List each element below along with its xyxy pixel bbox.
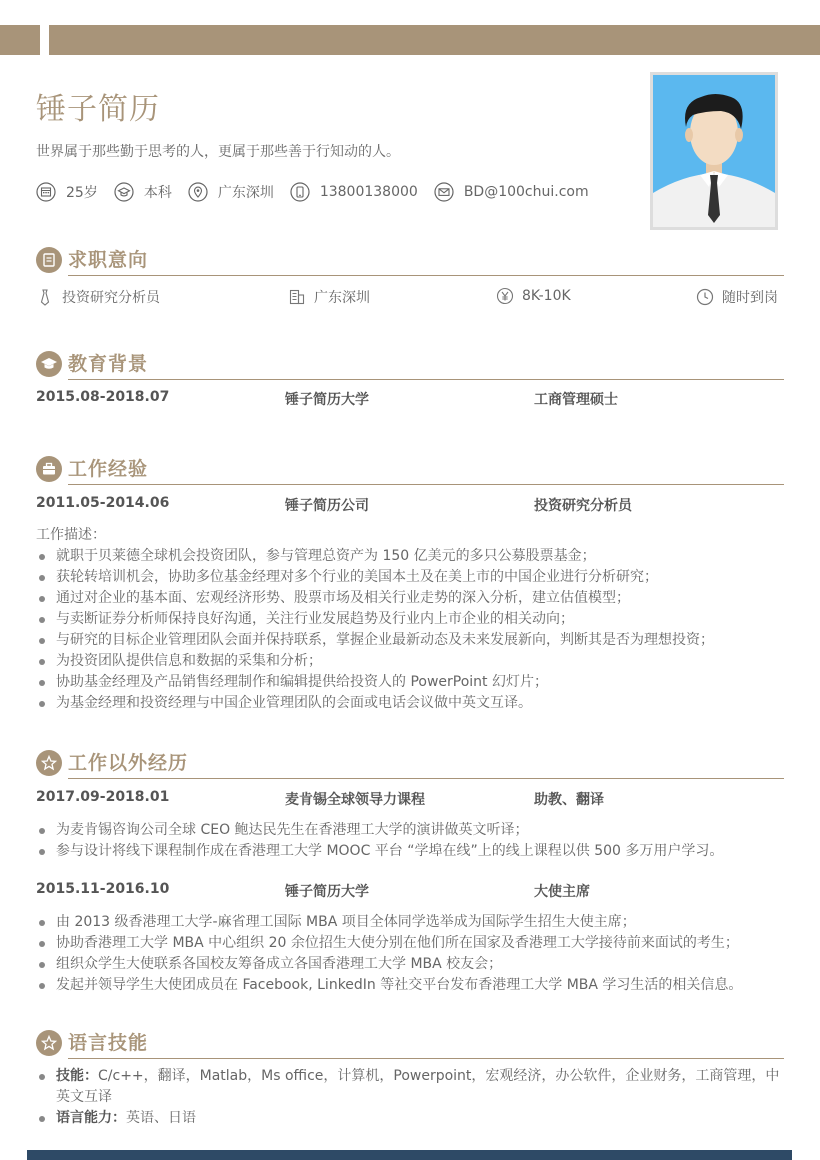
calendar-icon: [36, 182, 56, 202]
list-item: 获轮转培训机会，协助多位基金经理对多个行业的美国本土及在美上市的中国企业进行分析研究；: [36, 567, 784, 588]
skill-text: C/c++，翻译，Matlab，Ms office，计算机，Powerpoint，宏观经济，办公软件，企业财务，工商管理，中英文互译: [56, 1068, 780, 1105]
extra-bullet-list: [36, 912, 784, 996]
location-pin-icon: [188, 182, 208, 202]
section-work-experience: [36, 454, 784, 714]
section-header: [36, 454, 784, 486]
section-header: [36, 349, 784, 381]
intent-position-text: 投资研究分析员: [62, 290, 160, 306]
language-label: 语言能力：: [56, 1110, 126, 1126]
list-item: 与卖断证券分析师保持良好沟通，关注行业发展趋势及行业内上市企业的相关动向；: [36, 609, 784, 630]
list-item: 通过对企业的基本面、宏观经济形势、股票市场及相关行业走势的深入分析，建立估值模型；: [36, 588, 784, 609]
entry-role: 工商管理硕士: [534, 392, 618, 408]
list-item: 协助香港理工大学 MBA 中心组织 20 余位招生大使分别在他们所在国家及香港理工大学接待前来面试的考生；: [36, 933, 784, 954]
list-item: 发起并领导学生大使团成员在 Facebook, LinkedIn 等社交平台发布香港理工大学 MBA 学习生活的相关信息。: [36, 975, 784, 996]
phone-icon: [290, 182, 310, 202]
section-extra-experience: [36, 748, 784, 996]
building-icon: [288, 288, 306, 306]
resume-name: 锤子简历: [36, 92, 160, 127]
list-item: 为投资团队提供信息和数据的采集和分析；: [36, 651, 784, 672]
section-title: 求职意向: [68, 249, 149, 271]
personal-info-row: [36, 181, 605, 203]
entry-date: 2011.05-2014.06: [36, 495, 170, 511]
intent-badge-icon: [36, 247, 62, 273]
info-location-text: 广东深圳: [217, 185, 274, 201]
info-degree-text: 本科: [143, 185, 172, 201]
section-divider: [68, 484, 784, 485]
extra-entry: [36, 881, 784, 903]
footer-bar: [27, 1150, 792, 1160]
info-email: [434, 182, 589, 202]
info-phone: [290, 182, 418, 202]
work-entry: [36, 495, 784, 517]
profile-photo: [650, 72, 778, 230]
entry-organization: 锤子简历公司: [285, 498, 369, 514]
list-item: 参与设计将线下课程制作成在香港理工大学 MOOC 平台 “学埠在线”上的线上课程以供 500 多万用户学习。: [36, 841, 784, 862]
clock-icon: [696, 288, 714, 306]
header-bar-left: [0, 25, 40, 55]
mail-icon: [434, 182, 454, 202]
intent-city-text: 广东深圳: [314, 290, 370, 306]
entry-date: 2015.11-2016.10: [36, 881, 170, 897]
info-age: [36, 182, 98, 202]
resume-motto: 世界属于那些勤于思考的人，更属于那些善于行知动的人。: [36, 144, 400, 160]
language-item: [36, 1108, 784, 1129]
entry-date: 2017.09-2018.01: [36, 789, 170, 805]
section-title: 工作以外经历: [68, 752, 189, 774]
intent-city: [288, 287, 370, 307]
info-age-text: 25岁: [66, 185, 98, 201]
section-title: 教育背景: [68, 353, 149, 375]
tie-icon: [36, 288, 54, 306]
section-divider: [68, 275, 784, 276]
yen-icon: [496, 287, 514, 305]
intent-salary-text: 8K-10K: [522, 288, 571, 304]
info-location: [188, 182, 274, 202]
list-item: 为基金经理和投资经理与中国企业管理团队的会面或电话会议做中英文互译。: [36, 693, 784, 714]
section-header: [36, 748, 784, 780]
intent-salary: [496, 287, 571, 305]
info-email-text: BD@100chui.com: [463, 184, 589, 200]
header-bar-right: [49, 25, 820, 55]
section-divider: [68, 778, 784, 779]
graduation-cap-icon: [36, 351, 62, 377]
section-title: 工作经验: [68, 458, 149, 480]
education-entry: [36, 389, 784, 411]
entry-organization: 锤子简历大学: [285, 392, 369, 408]
work-description-label: 工作描述：: [36, 527, 106, 543]
list-item: 就职于贝莱德全球机会投资团队，参与管理总资产为 150 亿美元的多只公募股票基金；: [36, 546, 784, 567]
section-header: [36, 245, 784, 277]
list-item: 协助基金经理及产品销售经理制作和编辑提供给投资人的 PowerPoint 幻灯片；: [36, 672, 784, 693]
entry-role: 助教、翻译: [534, 792, 604, 808]
section-skills: [36, 1028, 784, 1129]
intent-row: [36, 287, 784, 309]
graduation-cap-icon: [114, 182, 134, 202]
list-item: 组织众学生大使联系各国校友筹备成立各国香港理工大学 MBA 校友会；: [36, 954, 784, 975]
briefcase-icon: [36, 456, 62, 482]
star-icon: [36, 750, 62, 776]
list-item: 由 2013 级香港理工大学-麻省理工国际 MBA 项目全体同学选举成为国际学生招生大使主席；: [36, 912, 784, 933]
entry-date: 2015.08-2018.07: [36, 389, 170, 405]
intent-availability-text: 随时到岗: [722, 290, 778, 306]
section-header: [36, 1028, 784, 1060]
skill-label: 技能：: [56, 1068, 98, 1084]
entry-role: 大使主席: [534, 884, 590, 900]
list-item: 为麦肯锡咨询公司全球 CEO 鲍达民先生在香港理工大学的演讲做英文听译；: [36, 820, 784, 841]
entry-organization: 锤子简历大学: [285, 884, 369, 900]
work-bullet-list: [36, 546, 784, 714]
intent-position: [36, 287, 160, 307]
entry-role: 投资研究分析员: [534, 498, 632, 514]
star-icon: [36, 1030, 62, 1056]
extra-bullet-list: [36, 820, 784, 862]
section-divider: [68, 1058, 784, 1059]
skills-list: [36, 1066, 784, 1129]
info-degree: [114, 182, 172, 202]
extra-entry: [36, 789, 784, 811]
skill-item: [36, 1066, 784, 1108]
intent-availability: [696, 287, 778, 307]
section-education: [36, 349, 784, 411]
list-item: 与研究的目标企业管理团队会面并保持联系，掌握企业最新动态及未来发展新向，判断其是否为理想投资；: [36, 630, 784, 651]
section-title: 语言技能: [68, 1032, 149, 1054]
info-phone-text: 13800138000: [319, 184, 418, 200]
entry-organization: 麦肯锡全球领导力课程: [285, 792, 425, 808]
section-job-intent: [36, 245, 784, 309]
language-text: 英语、日语: [126, 1110, 196, 1126]
section-divider: [68, 379, 784, 380]
